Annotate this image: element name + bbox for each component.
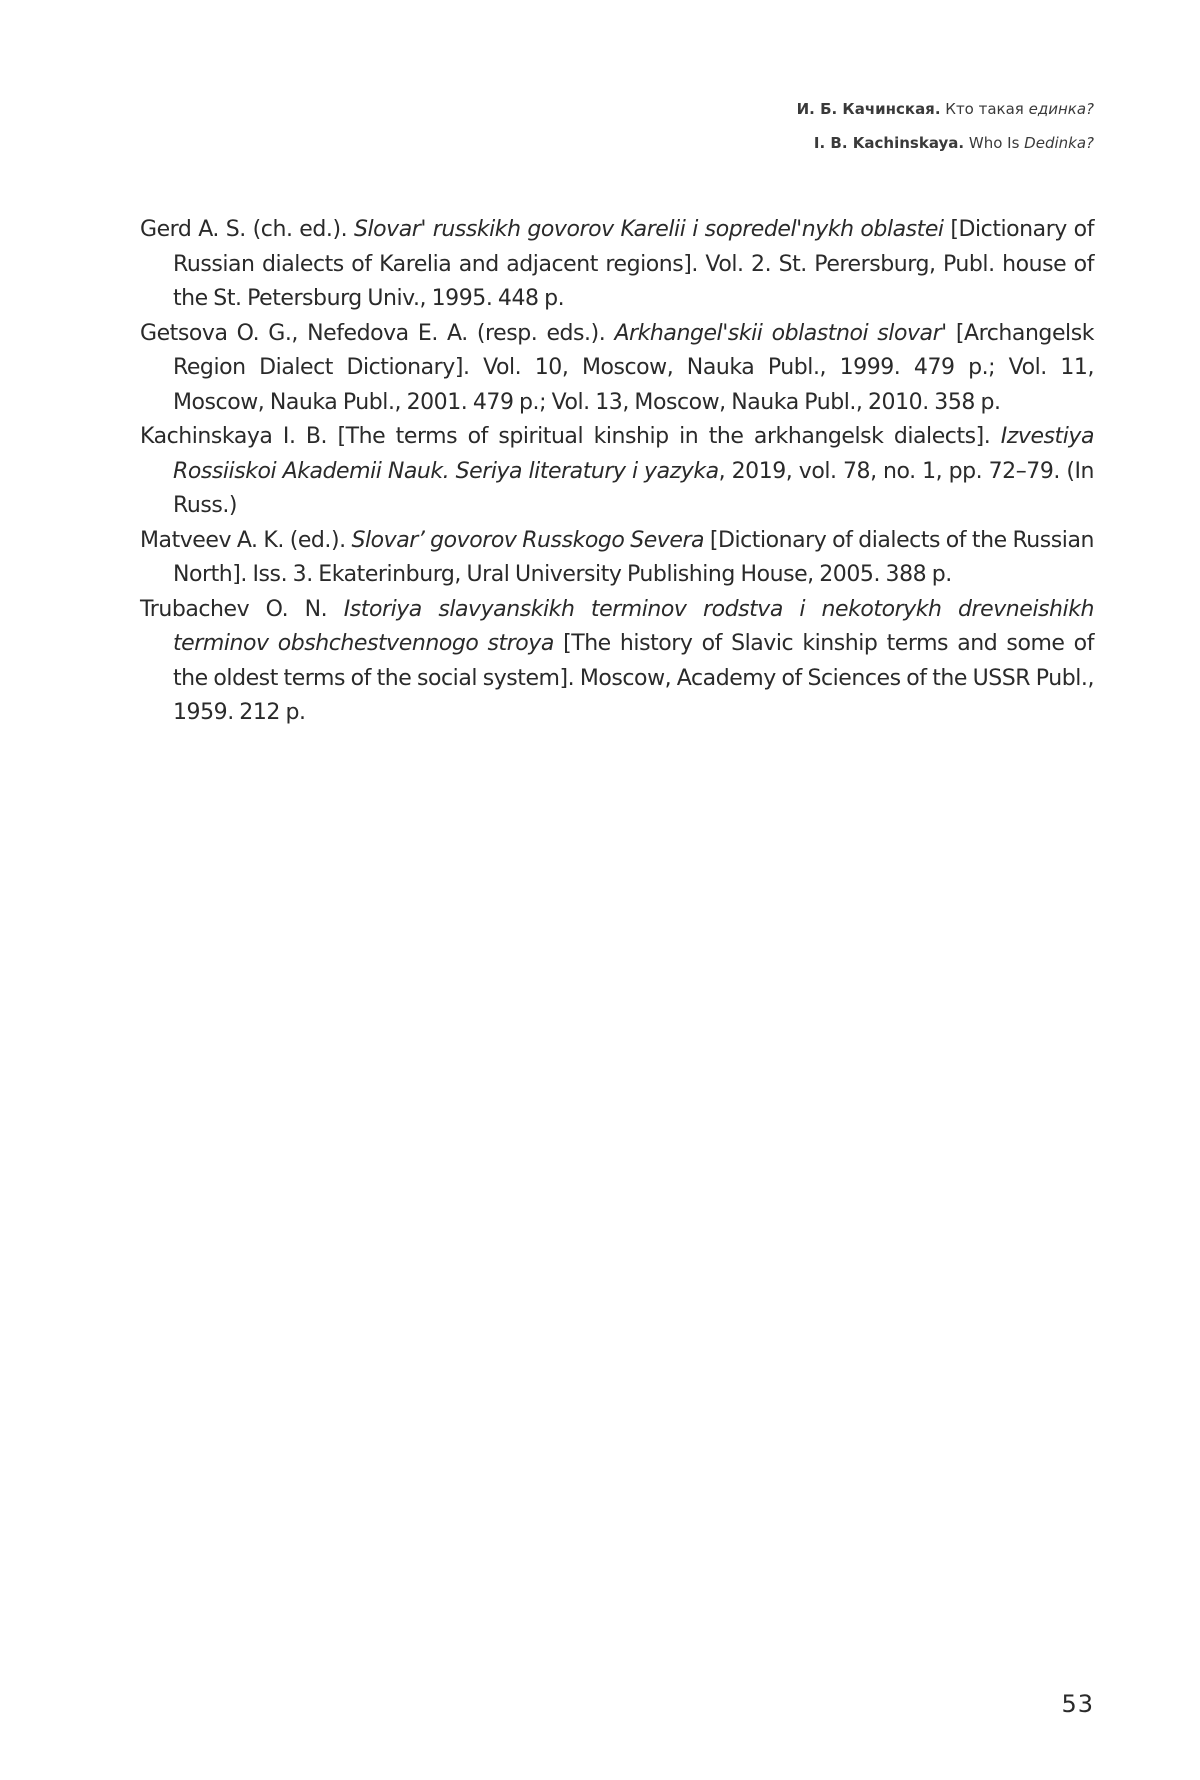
reference-text: [Archangelsk Region Dialect Dictionary]. Vol. 10, Moscow, Nauka Publ., 1999. 479 p.; Vol. 11, Moscow, Nauka Publ., 2001. 479 p.; Vol. 13, Moscow, Nauka Publ., 2010. 358 p. <box>173 320 1094 415</box>
running-head-title-prefix-en: Who Is <box>968 134 1020 152</box>
running-head-author-ru: И. Б. Качинская. <box>796 100 941 118</box>
running-head-author-en: I. B. Kachinskaya. <box>813 134 965 152</box>
reference-text: Gerd A. S. (ch. ed.). <box>140 217 354 242</box>
reference-item <box>140 524 1094 593</box>
page-number: 53 <box>1061 1690 1094 1718</box>
reference-item <box>140 593 1094 731</box>
reference-italic-title: Istoriya slavyanskikh terminov rodstva i nekotorykh drevneishikh terminov obshchestvennogo stroya <box>173 596 1094 656</box>
reference-text: [Dictionary of Russian dialects of Karelia and adjacent regions]. Vol. 2. St. Perersburg, Publ. house of the St. Petersburg Univ., 1995. 448 p. <box>173 217 1094 311</box>
reference-item <box>140 420 1094 524</box>
running-head-english <box>797 126 1094 160</box>
reference-italic-title: Arkhangel'skii oblastnoi slovar' <box>614 320 947 346</box>
reference-italic-title: Slovar' russkikh govorov Karelii i sopredel'nykh oblastei <box>353 217 944 242</box>
running-head-title-italic-en: Dedinka? <box>1024 134 1094 152</box>
running-head-russian <box>797 92 1094 126</box>
reference-text: Getsova O. G., Nefedova E. A. (resp. eds.). <box>140 320 615 346</box>
reference-item <box>140 317 1094 421</box>
reference-text: Matveev A. K. (ed.). <box>140 527 352 553</box>
running-head-title-italic-ru: единка? <box>1028 100 1094 118</box>
reference-text: [Dictionary of dialects of the Russian North]. Iss. 3. Ekaterinburg, Ural University Publishing House, 2005. 388 p. <box>173 527 1094 587</box>
running-head <box>797 92 1094 160</box>
reference-text: [The history of Slavic kinship terms and some of the oldest terms of the social system]. Moscow, Academy of Sciences of the USSR Publ., 1959. 212 p. <box>173 631 1094 725</box>
reference-text: , 2019, vol. 78, no. 1, pp. 72–79. (In Russ.) <box>173 458 1094 518</box>
reference-item <box>140 213 1094 317</box>
reference-italic-title: Izvestiya Rossiiskoi Akademii Nauk. Seriya literatury i yazyka <box>173 424 1094 484</box>
reference-italic-title: Slovar’ govorov Russkogo Severa <box>351 527 705 553</box>
reference-list <box>140 213 1094 731</box>
running-head-title-prefix-ru: Кто такая <box>945 100 1024 118</box>
reference-text: Kachinskaya I. B. [The terms of spiritual kinship in the arkhangelsk dialects]. <box>140 424 1001 449</box>
reference-text: Trubachev O. N. <box>140 596 344 622</box>
